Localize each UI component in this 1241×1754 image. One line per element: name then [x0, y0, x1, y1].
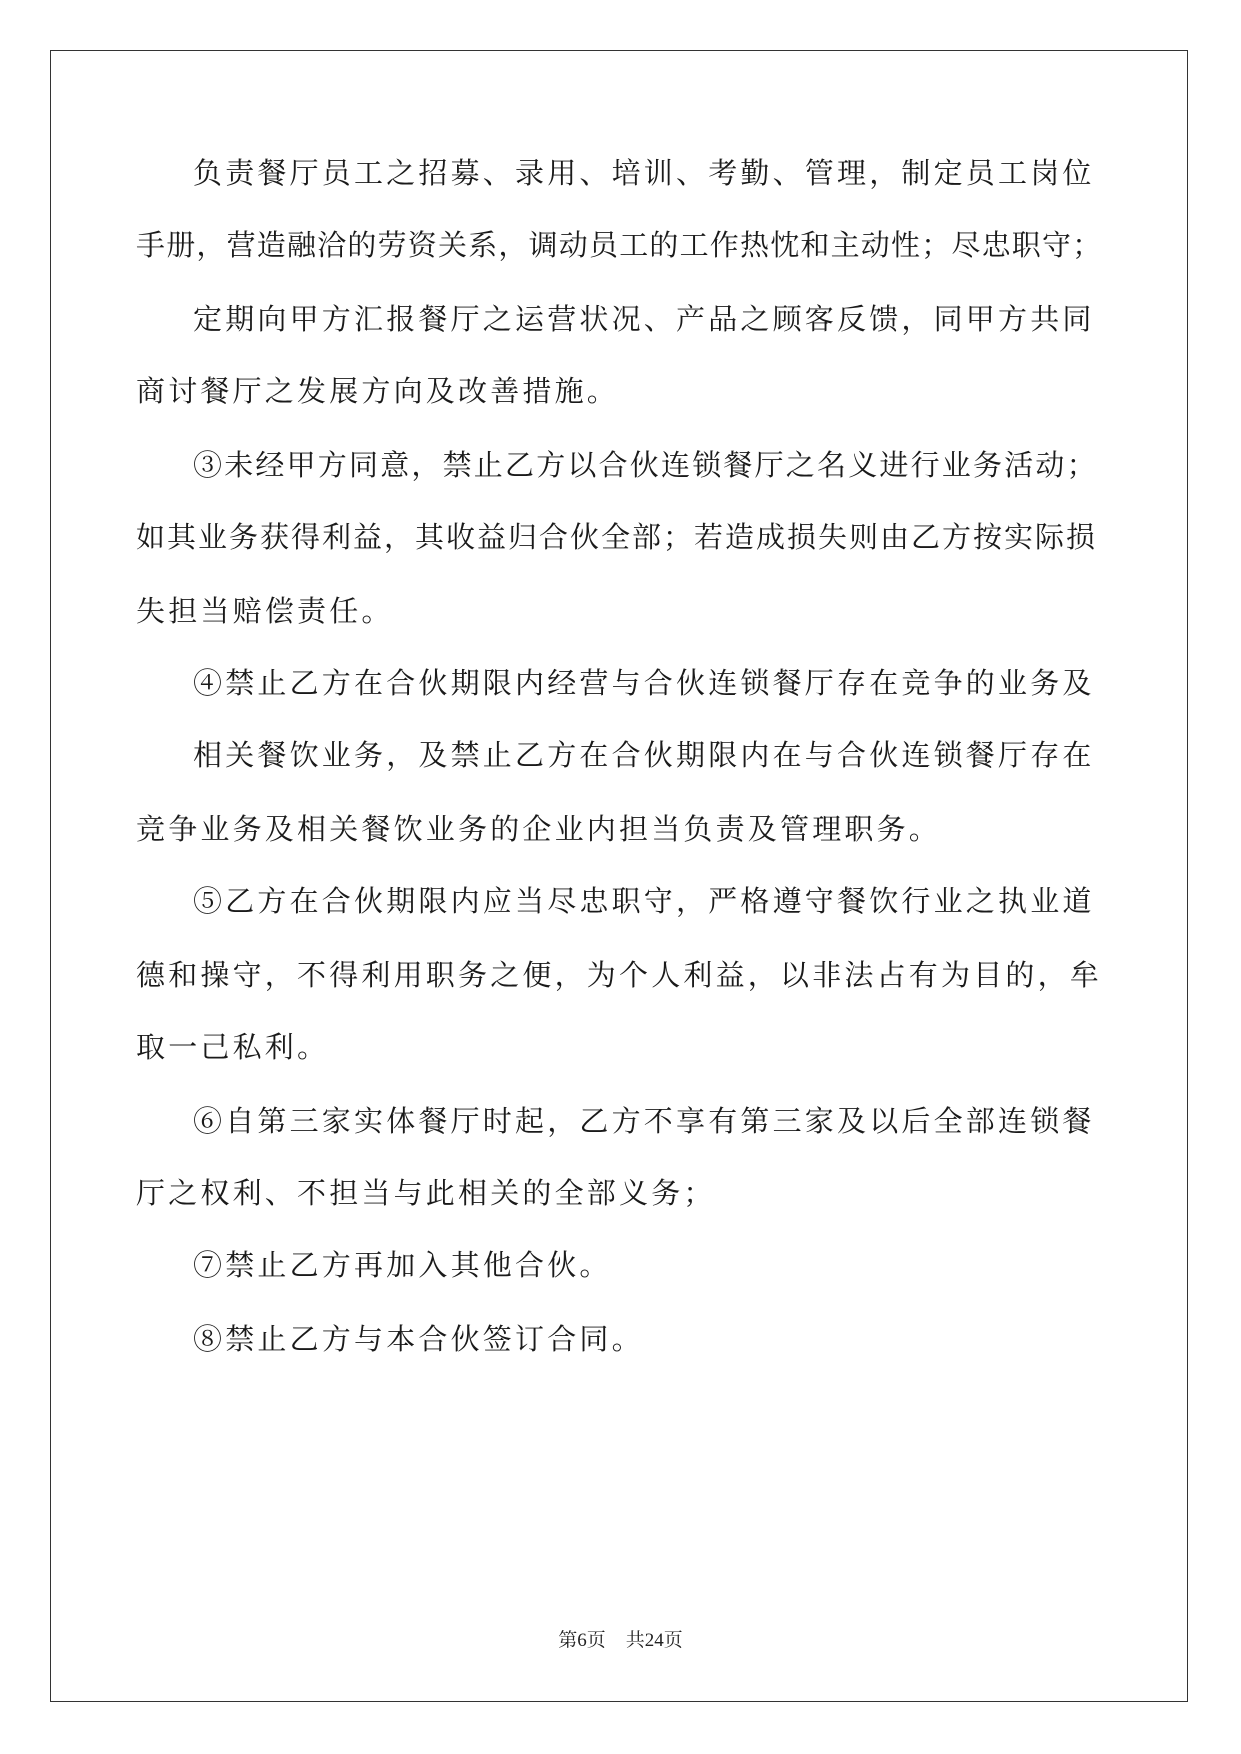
- total-pages: 共24页: [625, 1630, 683, 1651]
- paragraph-line-4: 商讨餐厅之发展方向及改善措施。: [136, 374, 620, 408]
- paragraph-line-7: 失担当赔偿责任。: [136, 594, 394, 628]
- paragraph-line-2: 手册，营造融洽的劳资关系，调动员工的工作热忱和主动性；尽忠职守；: [136, 228, 1103, 262]
- paragraph-line-16: ⑦禁止乙方再加入其他合伙。: [193, 1248, 612, 1282]
- paragraph-line-15: 厅之权利、不担当与此相关的全部义务；: [136, 1176, 716, 1210]
- paragraph-line-3: 定期向甲方汇报餐厅之运营状况、产品之顾客反馈，同甲方共同: [193, 302, 1095, 336]
- paragraph-line-13: 取一己私利。: [136, 1030, 330, 1064]
- paragraph-line-8: ④禁止乙方在合伙期限内经营与合伙连锁餐厅存在竞争的业务及: [193, 666, 1095, 700]
- page-border: [50, 50, 1188, 1702]
- paragraph-line-17: ⑧禁止乙方与本合伙签订合同。: [193, 1322, 644, 1356]
- paragraph-line-6: 如其业务获得利益，其收益归合伙全部；若造成损失则由乙方按实际损: [136, 520, 1098, 554]
- paragraph-line-10: 竞争业务及相关餐饮业务的企业内担当负责及管理职务。: [136, 812, 942, 846]
- paragraph-line-14: ⑥自第三家实体餐厅时起，乙方不享有第三家及以后全部连锁餐: [193, 1104, 1095, 1138]
- paragraph-line-5: ③未经甲方同意，禁止乙方以合伙连锁餐厅之名义进行业务活动；: [193, 448, 1098, 482]
- paragraph-line-9: 相关餐饮业务，及禁止乙方在合伙期限内在与合伙连锁餐厅存在: [193, 738, 1095, 772]
- paragraph-line-1: 负责餐厅员工之招募、录用、培训、考勤、管理，制定员工岗位: [193, 156, 1095, 190]
- page-footer: [0, 1629, 1241, 1653]
- current-page-number: 第6页: [558, 1630, 606, 1651]
- paragraph-line-11: ⑤乙方在合伙期限内应当尽忠职守，严格遵守餐饮行业之执业道: [193, 884, 1095, 918]
- paragraph-line-12: 德和操守，不得利用职务之便，为个人利益，以非法占有为目的，牟: [136, 958, 1103, 992]
